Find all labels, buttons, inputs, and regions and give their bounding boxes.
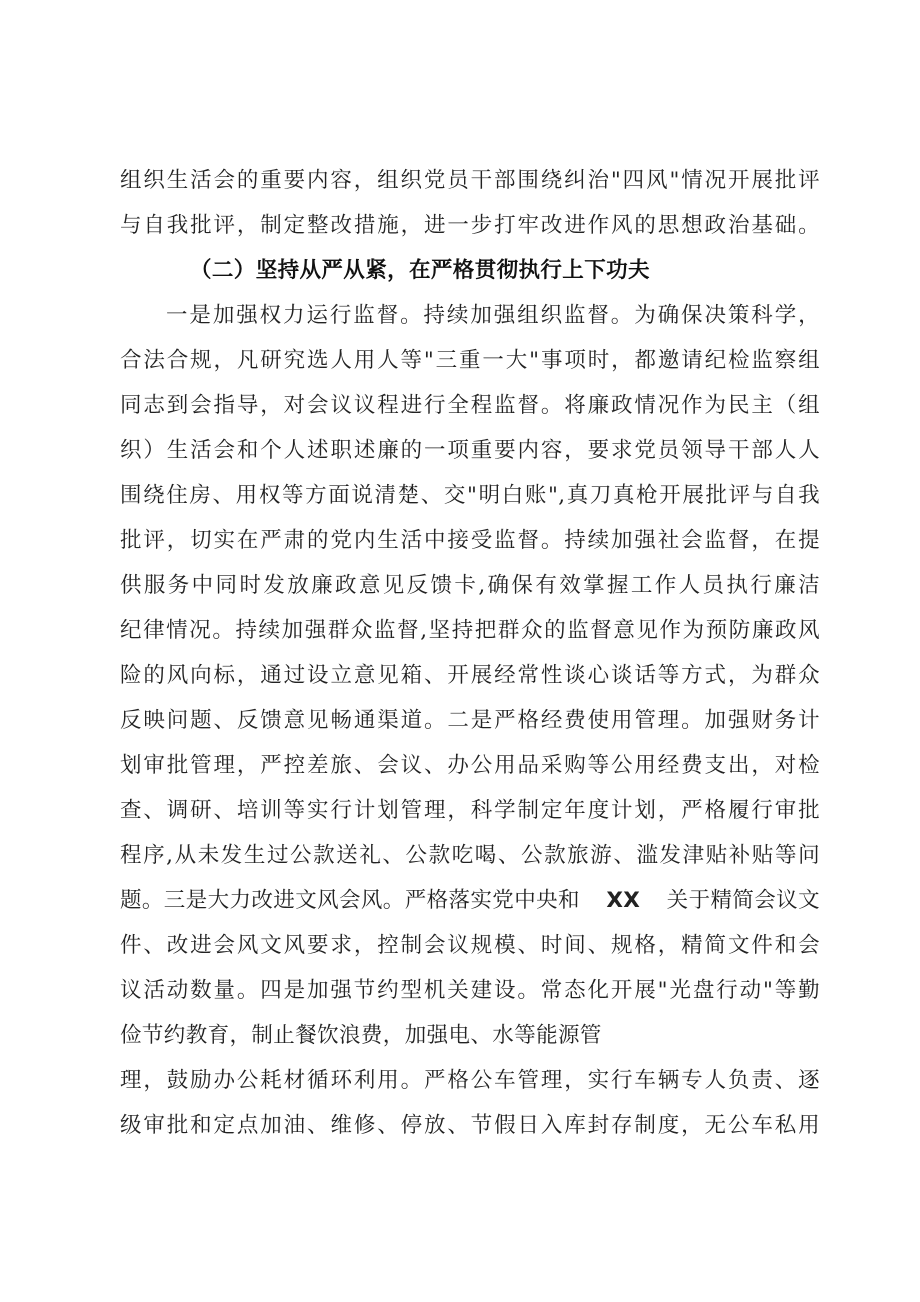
paragraph-line: 与自我批评，制定整改措施，进一步打牢改进作风的思想政治基础。	[120, 213, 820, 238]
paragraph-line: 程序,从未发生过公款送礼、公款吃喝、公款旅游、滥发津贴补贴等问	[120, 843, 820, 868]
paragraph-line: 批评，切实在严肃的党内生活中接受监督。持续加强社会监督，在提	[120, 528, 820, 553]
paragraph-line: 同志到会指导，对会议议程进行全程监督。将廉政情况作为民主（组	[120, 393, 820, 418]
paragraph-line: 查、调研、培训等实行计划管理，科学制定年度计划，严格履行审批	[120, 798, 820, 823]
line-text: 题。三是大力改进文风会风。严格落实党中央和	[120, 888, 580, 913]
paragraph-line: 级审批和定点加油、维修、停放、节假日入库封存制度，无公车私用	[120, 1113, 820, 1138]
paragraph-line: 俭节约教育，制止餐饮浪费，加强电、水等能源管	[120, 1023, 602, 1048]
paragraph-line: 供服务中同时发放廉政意见反馈卡,确保有效掌握工作人员执行廉洁	[120, 573, 820, 598]
section-heading: （二）坚持从严从紧，在严格贯彻执行上下功夫	[190, 258, 650, 283]
paragraph-line: 围绕住房、用权等方面说清楚、交"明白账",真刀真枪开展批评与自我	[120, 483, 820, 508]
xx-placeholder: XX	[606, 888, 641, 913]
paragraph-line: 理，鼓励办公耗材循环利用。严格公车管理，实行车辆专人负责、逐	[120, 1068, 820, 1093]
paragraph-line: 划审批管理，严控差旅、会议、办公用品采购等公用经费支出，对检	[120, 753, 820, 778]
line-text: 关于精简会议文	[666, 888, 820, 913]
paragraph-line: 一是加强权力运行监督。持续加强组织监督。为确保决策科学，	[166, 303, 820, 328]
paragraph-line: 议活动数量。四是加强节约型机关建设。常态化开展"光盘行动"等勤	[120, 978, 820, 1003]
paragraph-line: 险的风向标，通过设立意见箱、开展经常性谈心谈话等方式，为群众	[120, 663, 820, 688]
paragraph-line: 纪律情况。持续加强群众监督,坚持把群众的监督意见作为预防廉政风	[120, 618, 820, 643]
paragraph-line: 件、改进会风文风要求，控制会议规模、时间、规格，精简文件和会	[120, 933, 820, 958]
paragraph-line: 反映问题、反馈意见畅通渠道。二是严格经费使用管理。加强财务计	[120, 708, 820, 733]
paragraph-line: 组织生活会的重要内容，组织党员干部围绕纠治"四风"情况开展批评	[120, 168, 820, 193]
paragraph-line: 织）生活会和个人述职述廉的一项重要内容，要求党员领导干部人人	[120, 438, 820, 463]
paragraph-line	[120, 886, 820, 916]
paragraph-line: 合法合规，凡研究选人用人等"三重一大"事项时，都邀请纪检监察组	[120, 348, 820, 373]
